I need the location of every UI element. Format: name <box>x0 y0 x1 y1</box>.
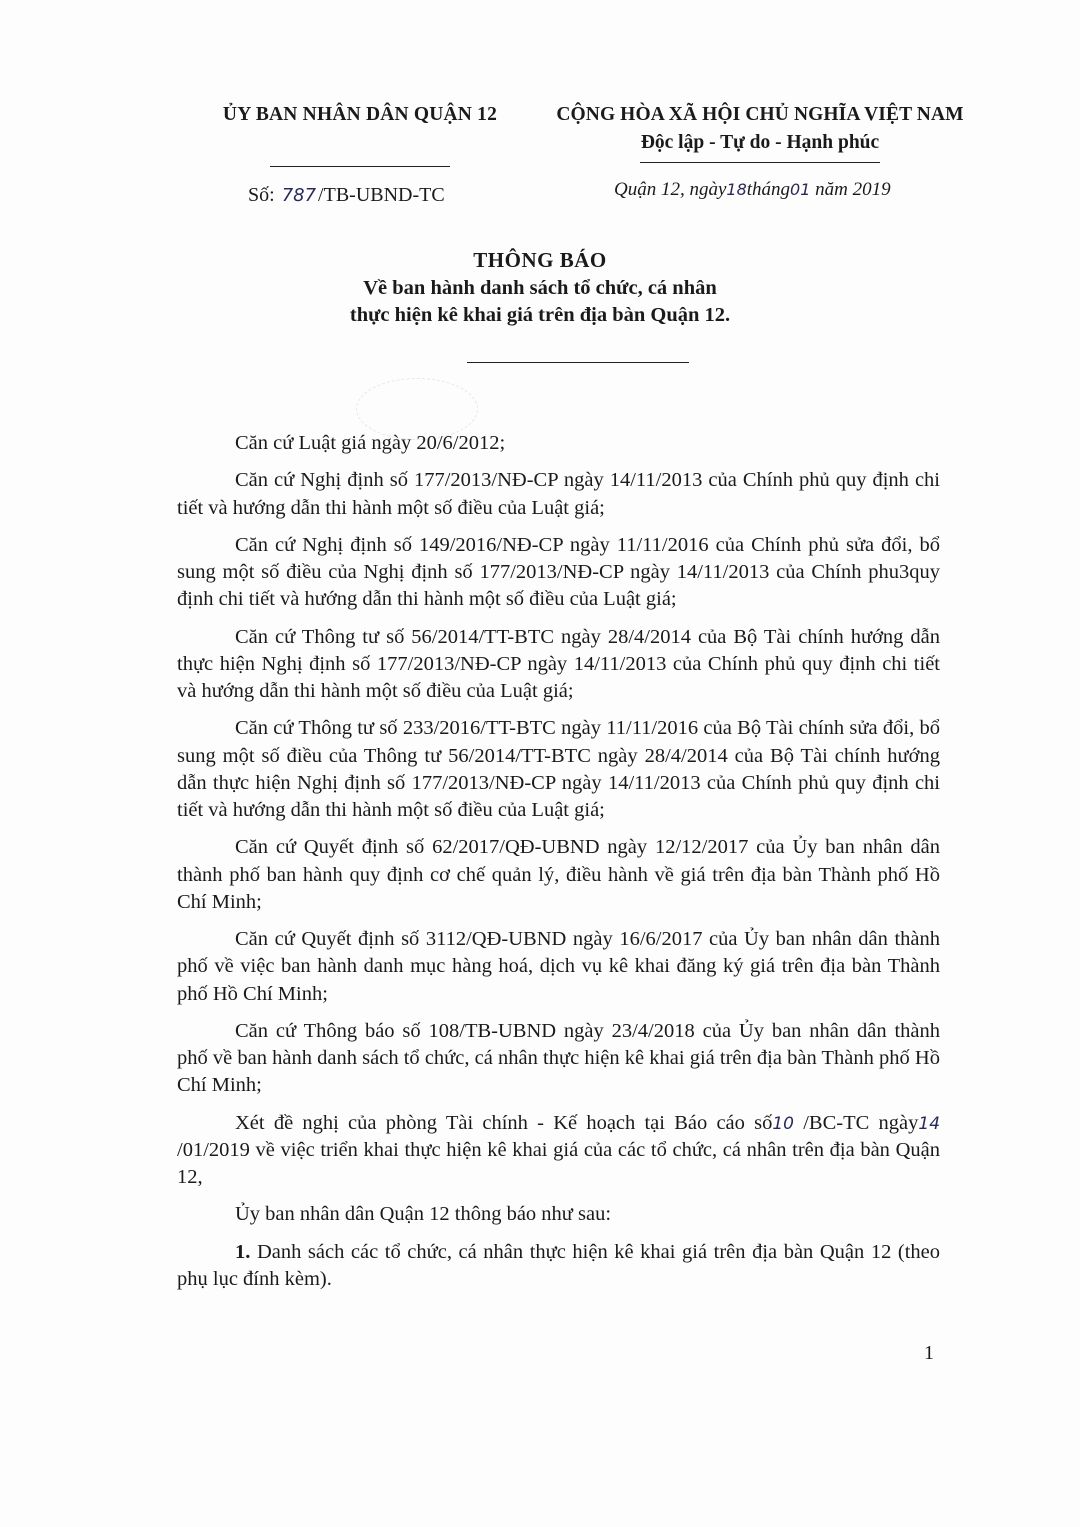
document-subject-line-2: thực hiện kê khai giá trên địa bàn Quận 12. <box>349 304 731 326</box>
page-number: 1 <box>924 1342 934 1364</box>
date-day-handwritten: 18 <box>726 180 747 199</box>
date-year: năm 2019 <box>815 179 891 200</box>
doc-number-suffix: /TB-UBND-TC <box>318 184 445 206</box>
legal-basis-8: Căn cứ Thông báo số 108/TB-UBND ngày 23/4/2018 của Ủy ban nhân dân thành phố về ban hành danh sách tổ chức, cá nhân thực hiện kê khai giá trên địa bàn Thành phố Hồ Chí Minh; <box>177 1019 940 1097</box>
proposal-text-a: Xét đề nghị của phòng Tài chính - Kế hoạch tại Báo cáo số <box>235 1111 773 1134</box>
item-1-text: Danh sách các tổ chức, cá nhân thực hiện kê khai giá trên địa bàn Quận 12 (theo phụ lục đính kèm). <box>177 1240 941 1290</box>
title-underline <box>467 362 689 363</box>
document-date <box>614 179 891 201</box>
legal-basis-2: Căn cứ Nghị định số 177/2013/NĐ-CP ngày 14/11/2013 của Chính phủ quy định chi tiết và hướng dẫn thi hành một số điều của Luật giá; <box>177 469 940 519</box>
announcement-intro: Ủy ban nhân dân Quận 12 thông báo như sau: <box>235 1203 612 1226</box>
document-number <box>248 184 445 207</box>
issuing-authority: ỦY BAN NHÂN DÂN QUẬN 12 <box>222 104 498 125</box>
issuing-authority-block <box>190 104 530 167</box>
proposal-text-c: /01/2019 về việc triển khai thực hiện kê khai giá của các tổ chức, cá nhân trên địa bàn Quận 12, <box>177 1138 940 1188</box>
report-number-handwritten: 10 <box>772 1113 794 1134</box>
proposal-text-b: /BC-TC ngày <box>803 1111 919 1134</box>
authority-underline <box>270 166 450 167</box>
item-1-number: 1. <box>235 1240 251 1263</box>
document-type: THÔNG BÁO <box>473 248 607 272</box>
document-subject-line-1: Về ban hành danh sách tổ chức, cá nhân <box>363 277 717 299</box>
document-title-block <box>240 248 840 327</box>
proposal-paragraph <box>177 1110 940 1192</box>
date-month-label: tháng <box>746 179 791 200</box>
date-month-handwritten: 01 <box>790 180 811 199</box>
item-1 <box>177 1239 940 1294</box>
document-body <box>177 430 940 1303</box>
legal-basis-1: Căn cứ Luật giá ngày 20/6/2012; <box>235 432 506 454</box>
legal-basis-4: Căn cứ Thông tư số 56/2014/TT-BTC ngày 28/4/2014 của Bộ Tài chính hướng dẫn thực hiện Nghị định số 177/2013/NĐ-CP ngày 14/11/2013 của Chính phủ quy định chi tiết và hướng dẫn thi hành một số điều của Luật giá; <box>177 625 940 702</box>
report-day-handwritten: 14 <box>918 1113 941 1134</box>
legal-basis-3: Căn cứ Nghị định số 149/2016/NĐ-CP ngày 11/11/2016 của Chính phủ sửa đổi, bổ sung một số điều của Nghị định số 177/2013/NĐ-CP ngày 14/11/2013 của Chính phu3quy định chi tiết và hướng dẫn thi hành một số điều của Luật giá; <box>177 533 940 611</box>
motto-underline <box>640 162 880 163</box>
country-name: CỘNG HÒA XÃ HỘI CHỦ NGHĨA VIỆT NAM <box>556 104 964 125</box>
doc-number-handwritten: 787 <box>281 185 317 206</box>
legal-basis-6: Căn cứ Quyết định số 62/2017/QĐ-UBND ngày 12/12/2017 của Ủy ban nhân dân thành phố ban hành quy định cơ chế quản lý, điều hành về giá trên địa bàn Thành phố Hồ Chí Minh; <box>177 836 940 913</box>
national-motto: Độc lập - Tự do - Hạnh phúc <box>640 132 880 153</box>
legal-basis-5: Căn cứ Thông tư số 233/2016/TT-BTC ngày 11/11/2016 của Bộ Tài chính sửa đổi, bổ sung một số điều của Thông tư 56/2014/TT-BTC ngày 28/4/2014 của Bộ Tài chính hướng dẫn thực hiện Nghị định số 177/2013/NĐ-CP ngày 14/11/2013 của Chính phủ quy định chi tiết và hướng dẫn thi hành một số điều của Luật giá; <box>177 717 940 821</box>
date-place: Quận 12, ngày <box>614 179 727 200</box>
national-header-block <box>540 104 980 163</box>
legal-basis-7: Căn cứ Quyết định số 3112/QĐ-UBND ngày 16/6/2017 của Ủy ban nhân dân thành phố về việc ban hành danh mục hàng hoá, dịch vụ kê khai đăng ký giá trên địa bàn Thành phố Hồ Chí Minh; <box>177 928 940 1005</box>
doc-number-prefix: Số: <box>248 184 275 206</box>
